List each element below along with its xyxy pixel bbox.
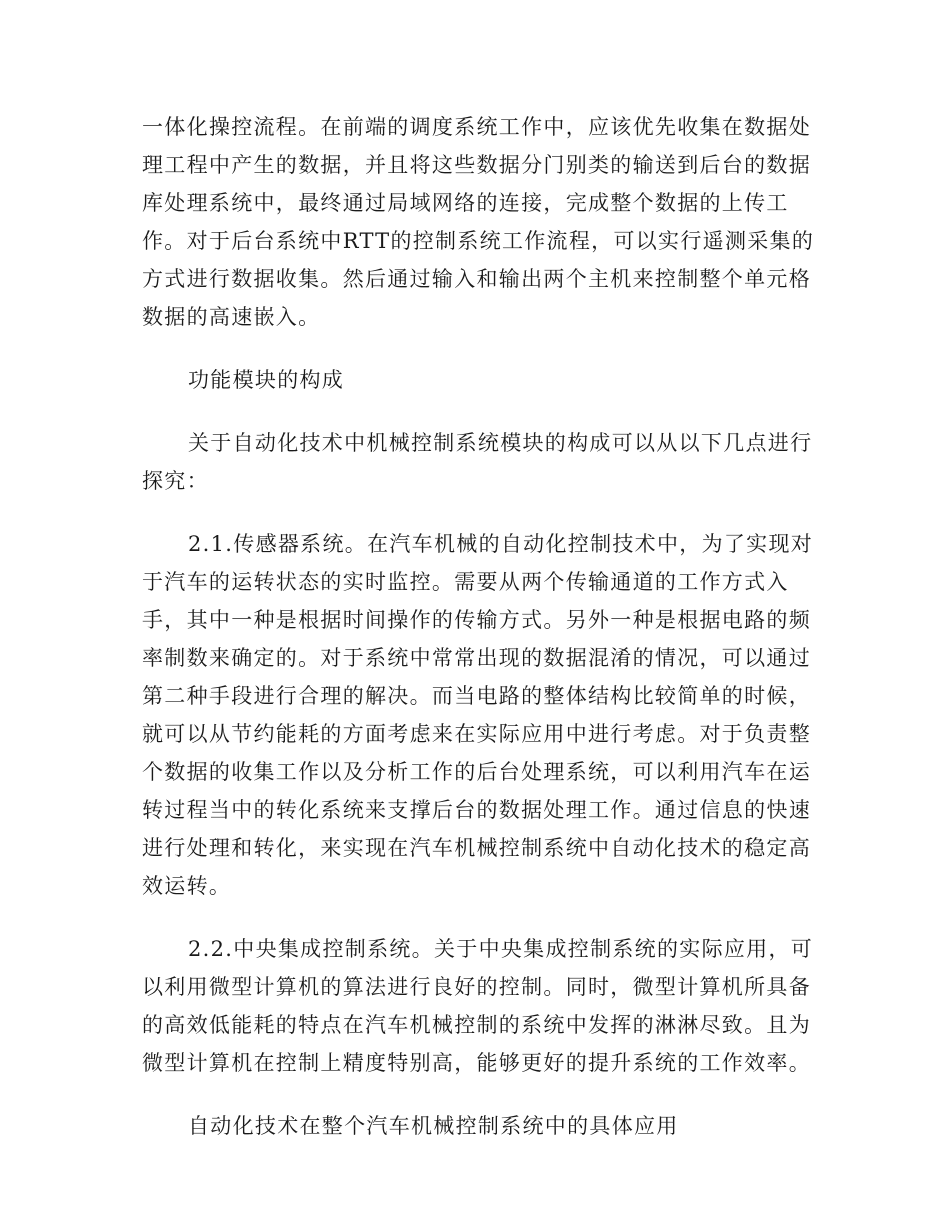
paragraph-sensor-system (142, 525, 814, 905)
heading-line: 功能模块的构成 (188, 368, 345, 392)
section-heading-modules (142, 361, 794, 399)
text-line: 微型计算机在控制上精度特别高，能够更好的提升系统的工作效率。 (142, 1051, 811, 1075)
text-line: 探究： (142, 469, 209, 493)
heading-line: 自动化技术在整个汽车机械控制系统中的具体应用 (188, 1114, 679, 1138)
paragraph-central-control (142, 930, 814, 1082)
text-line: 方式进行数据收集。然后通过输入和输出两个主机来控制整个单元格 (142, 267, 811, 291)
section-heading-application (142, 1107, 794, 1145)
text-line: 于汽车的运转状态的实时监控。需要从两个传输通道的工作方式入 (142, 570, 789, 594)
text-line: 个数据的收集工作以及分析工作的后台处理系统，可以利用汽车在运 (142, 760, 811, 784)
text-line: 2.1.传感器系统。在汽车机械的自动化控制技术中，为了实现对 (188, 532, 814, 556)
paragraph-modules-intro (142, 424, 813, 500)
text-line: 第二种手段进行合理的解决。而当电路的整体结构比较简单的时候， (142, 684, 811, 708)
text-line: 理工程中产生的数据，并且将这些数据分门别类的输送到后台的数据 (142, 153, 811, 177)
text-line: 就可以从节约能耗的方面考虑来在实际应用中进行考虑。对于负责整 (142, 722, 811, 746)
text-line: 关于自动化技术中机械控制系统模块的构成可以从以下几点进行 (188, 431, 813, 455)
text-line: 进行处理和转化，来实现在汽车机械控制系统中自动化技术的稳定高 (142, 836, 811, 860)
text-line: 以利用微型计算机的算法进行良好的控制。同时，微型计算机所具备 (142, 975, 811, 999)
paragraph-intro (142, 108, 815, 336)
text-line: 转过程当中的转化系统来支撑后台的数据处理工作。通过信息的快速 (142, 798, 811, 822)
text-line: 数据的高速嵌入。 (142, 305, 321, 329)
text-line: 2.2.中央集成控制系统。关于中央集成控制系统的实际应用，可 (188, 937, 814, 961)
text-line: 作。对于后台系统中RTT的控制系统工作流程，可以实行遥测采集的 (142, 229, 815, 253)
text-line: 手，其中一种是根据时间操作的传输方式。另外一种是根据电路的频 (142, 608, 811, 632)
text-line: 效运转。 (142, 874, 232, 898)
text-line: 的高效低能耗的特点在汽车机械控制的系统中发挥的淋淋尽致。且为 (142, 1013, 811, 1037)
text-line: 率制数来确定的。对于系统中常常出现的数据混淆的情况，可以通过 (142, 646, 811, 670)
text-line: 库处理系统中，最终通过局域网络的连接，完成整个数据的上传工 (142, 191, 789, 215)
document-page (142, 108, 815, 1170)
text-line: 一体化操控流程。在前端的调度系统工作中，应该优先收集在数据处 (142, 115, 811, 139)
